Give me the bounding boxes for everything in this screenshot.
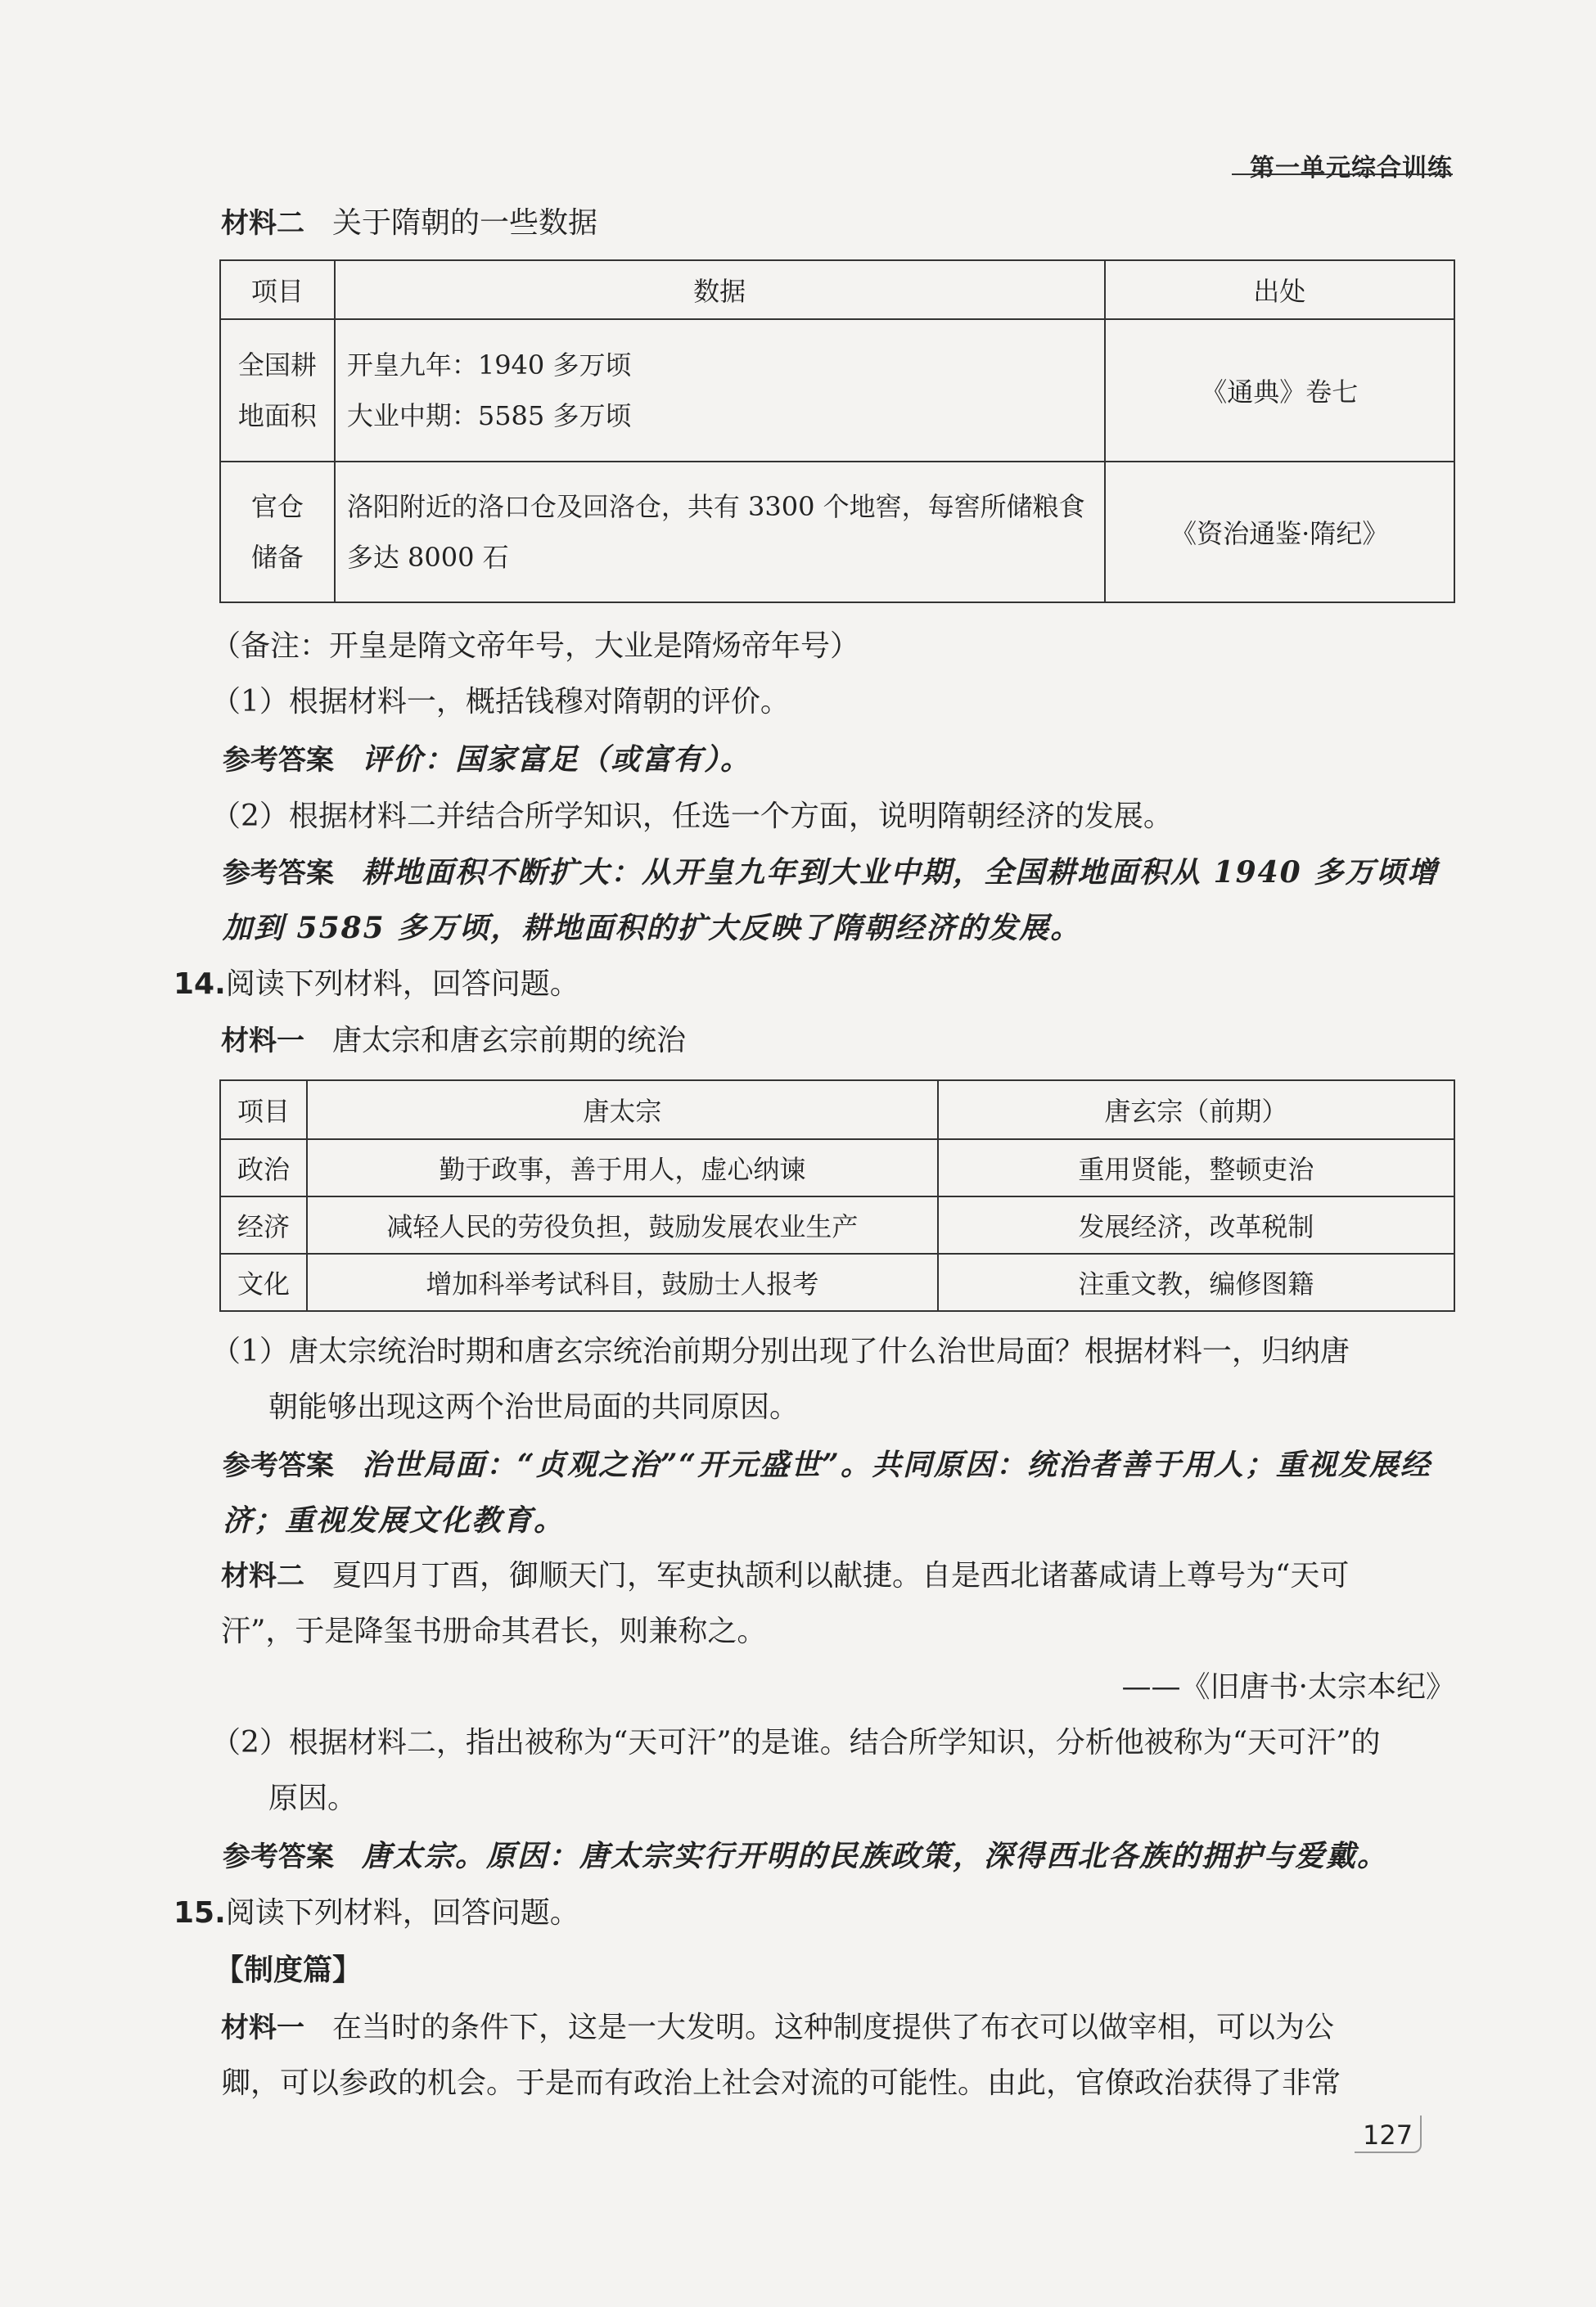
question-14-1: （1）唐太宗统治时期和唐玄宗统治前期分别出现了什么治世局面？根据材料一，归纳唐 (211, 1335, 1350, 1368)
table-row (220, 1196, 1454, 1254)
question-prompt: 阅读下列材料，回答问题。 (225, 1896, 579, 1930)
answer-14-1 (223, 1450, 1431, 1480)
answer-label: 参考答案 (223, 857, 334, 890)
table-header: 项目 (220, 260, 335, 319)
table-cell: 文化 (220, 1254, 307, 1311)
material-text: 夏四月丁酉，御顺天门，军吏执颉利以献捷。自是西北诸蕃咸请上尊号为“天可 (332, 1559, 1350, 1593)
table-header: 出处 (1105, 260, 1454, 319)
table-cell: 经济 (220, 1196, 307, 1254)
material-text: 在当时的条件下，这是一大发明。这种制度提供了布衣可以做宰相，可以为公 (332, 2011, 1335, 2044)
question-14-1-cont: 朝能够出现这两个治世局面的共同原因。 (268, 1390, 800, 1424)
answer-1 (223, 742, 752, 777)
material-label: 材料一 (221, 1025, 304, 1057)
material-1-heading (221, 1026, 686, 1056)
table-cell: 增加科举考试科目，鼓励士人报考 (307, 1254, 938, 1311)
answer-text: 评价：国家富足（或富有）。 (362, 742, 752, 777)
material-title: 唐太宗和唐玄宗前期的统治 (332, 1024, 687, 1057)
question-1: （1）根据材料一，概括钱穆对隋朝的评价。 (211, 685, 790, 719)
question-14-2-cont: 原因。 (268, 1782, 358, 1815)
table-cell: 勤于政事，善于用人，虚心纳谏 (307, 1139, 938, 1196)
table-header: 数据 (335, 260, 1105, 319)
table-cell-data: 洛阳附近的洛口仓及回洛仓，共有 3300 个地窖，每窖所储粮食 多达 8000 石 (335, 462, 1105, 602)
material-label: 材料一 (221, 2012, 304, 2044)
table-header: 唐玄宗（前期） (938, 1080, 1454, 1139)
question-prompt: 阅读下列材料，回答问题。 (225, 967, 579, 1001)
answer-text: 治世局面：“贞观之治”“开元盛世”。共同原因：统治者善于用人；重视发展经 (362, 1448, 1431, 1482)
material-source: ——《旧唐书·太宗本纪》 (1121, 1670, 1455, 1704)
note: （备注：开皇是隋文帝年号，大业是隋炀帝年号） (211, 629, 860, 663)
table-cell-data: 开皇九年：1940 多万顷 大业中期：5585 多万顷 (335, 319, 1105, 462)
table-row (220, 462, 1454, 602)
material-label: 材料二 (221, 207, 304, 240)
material-2-heading (221, 206, 598, 240)
table-row (220, 1254, 1454, 1311)
q15-material-1 (221, 2013, 1334, 2043)
table-header: 唐太宗 (307, 1080, 938, 1139)
table-row (220, 319, 1454, 462)
question-number: 15. (174, 1896, 226, 1930)
table-cell: 重用贤能，整顿吏治 (938, 1139, 1454, 1196)
answer-2 (223, 855, 1439, 890)
table-cell: 减轻人民的劳役负担，鼓励发展农业生产 (307, 1196, 938, 1254)
question-number: 14. (174, 967, 226, 1001)
question-2: （2）根据材料二并结合所学知识，任选一个方面，说明隋朝经济的发展。 (211, 800, 1173, 833)
table-cell-source: 《通典》卷七 (1105, 319, 1454, 462)
tang-rule-table (219, 1079, 1455, 1312)
table-header-row (220, 1080, 1454, 1139)
page-header: 第一单元综合训练 (1250, 154, 1453, 182)
table-header-row (220, 260, 1454, 319)
page-number: 127 (1363, 2120, 1413, 2151)
table-cell: 注重文教，编修图籍 (938, 1254, 1454, 1311)
answer-label: 参考答案 (223, 744, 334, 777)
question-15 (174, 1896, 579, 1930)
material-title: 关于隋朝的一些数据 (332, 206, 598, 240)
q15-material-1-cont: 卿，可以参政的机会。于是而有政治上社会对流的可能性。由此，官僚政治获得了非常 (221, 2066, 1341, 2100)
answer-14-1-cont: 济；重视发展文化教育。 (223, 1503, 566, 1538)
header-rule (1232, 173, 1453, 175)
material-2-text (221, 1561, 1349, 1591)
answer-14-2 (223, 1841, 1388, 1872)
question-14 (174, 967, 579, 1001)
table-cell-source: 《资治通鉴·隋纪》 (1105, 462, 1454, 602)
table-cell: 发展经济，改革税制 (938, 1196, 1454, 1254)
sui-data-table (219, 259, 1455, 603)
material-label: 材料二 (221, 1560, 304, 1593)
table-header: 项目 (220, 1080, 307, 1139)
answer-2-cont: 加到 5585 多万顷，耕地面积的扩大反映了隋朝经济的发展。 (223, 911, 1082, 945)
table-row (220, 1139, 1454, 1196)
answer-text: 唐太宗。原因：唐太宗实行开明的民族政策，深得西北各族的拥护与爱戴。 (362, 1839, 1389, 1873)
question-14-2: （2）根据材料二，指出被称为“天可汗”的是谁。结合所学知识，分析他被称为“天可汗”的 (211, 1726, 1381, 1760)
table-cell: 政治 (220, 1139, 307, 1196)
material-2-text-cont: 汗”，于是降玺书册命其君长，则兼称之。 (221, 1615, 767, 1648)
answer-label: 参考答案 (223, 1449, 334, 1482)
table-cell-item: 全国耕 地面积 (220, 319, 335, 462)
answer-label: 参考答案 (223, 1841, 334, 1873)
answer-text: 耕地面积不断扩大：从开皇九年到大业中期，全国耕地面积从 1940 多万顷增 (362, 855, 1439, 890)
table-cell-item: 官仓 储备 (220, 462, 335, 602)
section-title: 【制度篇】 (214, 1953, 363, 1987)
